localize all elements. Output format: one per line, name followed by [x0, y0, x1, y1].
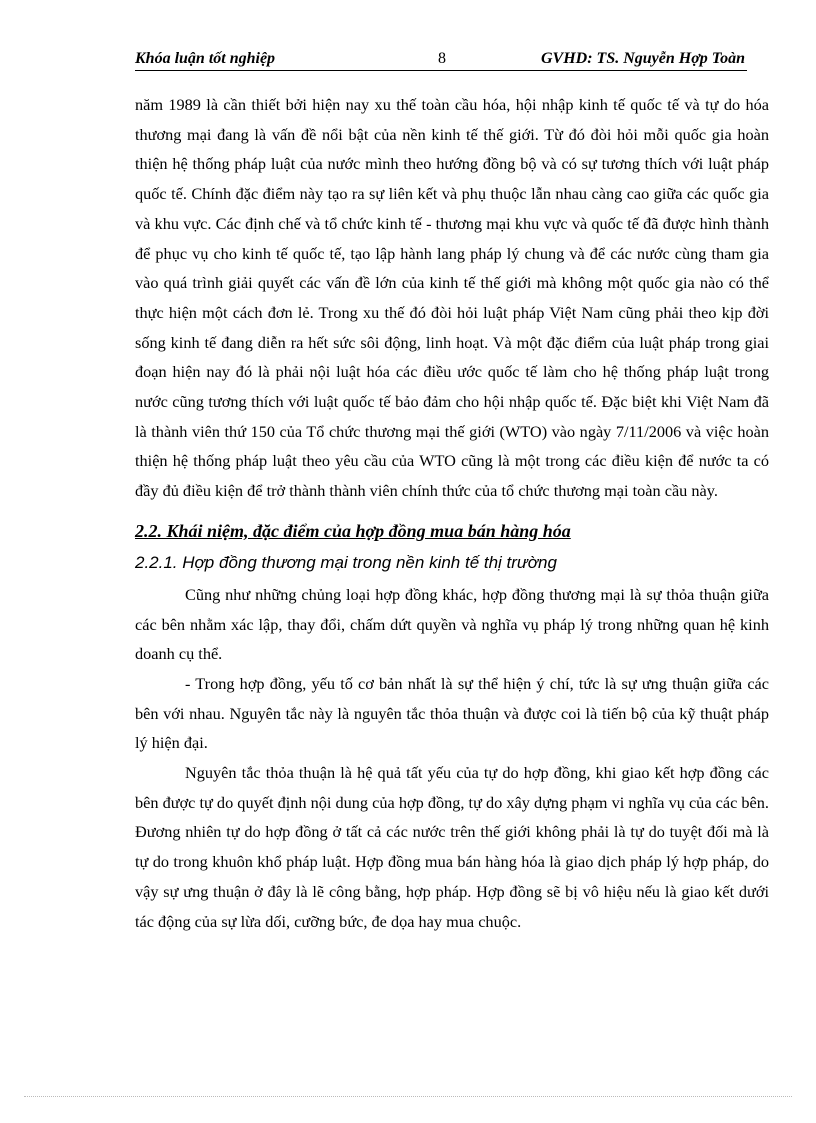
page-body — [135, 90, 769, 936]
paragraph: Nguyên tắc thỏa thuận là hệ quả tất yếu của tự do hợp đồng, khi giao kết hợp đồng các bên được tự do quyết định nội dung của hợp đồng, tự do xây dựng phạm vi nghĩa vụ của các bên. Đương nhiên tự do hợp đồng ở tất cả các nước trên thế giới không phải là tự do tuyệt đối mà là tự do trong khuôn khổ pháp luật. Hợp đồng mua bán hàng hóa là giao dịch pháp lý hợp pháp, do vậy sự ưng thuận ở đây là lẽ công bằng, hợp pháp. Hợp đồng sẽ bị vô hiệu nếu là giao kết dưới tác động của sự lừa dối, cưỡng bức, đe dọa hay mua chuộc. — [135, 763, 769, 931]
section-heading: 2.2. Khái niệm, đặc điểm của hợp đồng mua bán hàng hóa — [135, 520, 571, 541]
page-header — [135, 48, 747, 71]
page-number: 8 — [438, 50, 446, 67]
header-thesis-title: Khóa luận tốt nghiệp — [135, 50, 276, 67]
paragraph: năm 1989 là cần thiết bởi hiện nay xu thế toàn cầu hóa, hội nhập kinh tế quốc tế và tự do hóa thương mại đang là vấn đề nổi bật của nền kinh tế thế giới. Từ đó đòi hỏi mỗi quốc gia hoàn thiện hệ thống pháp luật của nước mình theo hướng đồng bộ và có sự tương thích với luật pháp quốc tế. Chính đặc điểm này tạo ra sự liên kết và phụ thuộc lẫn nhau càng cao giữa các quốc gia và khu vực. Các định chế và tổ chức kinh tế - thương mại khu vực và quốc tế đã được hình thành để phục vụ cho kinh tế quốc tế, tạo lập hành lang pháp lý chung và để các nước cùng tham gia vào quá trình giải quyết các vấn đề lớn của kinh tế thế giới mà không một quốc gia nào có thể thực hiện một cách đơn lẻ. Trong xu thế đó đòi hỏi luật pháp Việt Nam cũng phải theo kịp đời sống kinh tế đang diễn ra hết sức sôi động, linh hoạt. Và một đặc điểm của luật pháp trong giai đoạn hiện nay đó là phải nội luật hóa các điều ước quốc tế làm cho hệ thống pháp luật trong nước cũng tương thích với luật quốc tế bảo đảm cho hội nhập quốc tế. Đặc biệt khi Việt Nam đã là thành viên thứ 150 của Tổ chức thương mại thế giới (WTO) vào ngày 7/11/2006 và việc hoàn thiện hệ thống pháp luật theo yêu cầu của WTO cũng là một trong các điều kiện để nước ta có đầy đủ điều kiện để trở thành thành viên chính thức của tổ chức thương mại toàn cầu này. — [135, 95, 769, 501]
page-bottom-divider — [24, 1096, 792, 1097]
subsection-heading: 2.2.1. Hợp đồng thương mại trong nền kinh tế thị trường — [135, 552, 557, 572]
header-supervisor: GVHD: TS. Nguyễn Hợp Toàn — [540, 50, 745, 67]
paragraph: Cũng như những chủng loại hợp đồng khác, hợp đồng thương mại là sự thỏa thuận giữa các bên nhằm xác lập, thay đổi, chấm dứt quyền và nghĩa vụ pháp lý trong những quan hệ kinh doanh cụ thể. — [135, 584, 769, 664]
paragraph: - Trong hợp đồng, yếu tố cơ bản nhất là sự thể hiện ý chí, tức là sự ưng thuận giữa các bên với nhau. Nguyên tắc này là nguyên tắc thỏa thuận và được coi là tiến bộ của kỹ thuật pháp lý hiện đại. — [135, 673, 769, 753]
